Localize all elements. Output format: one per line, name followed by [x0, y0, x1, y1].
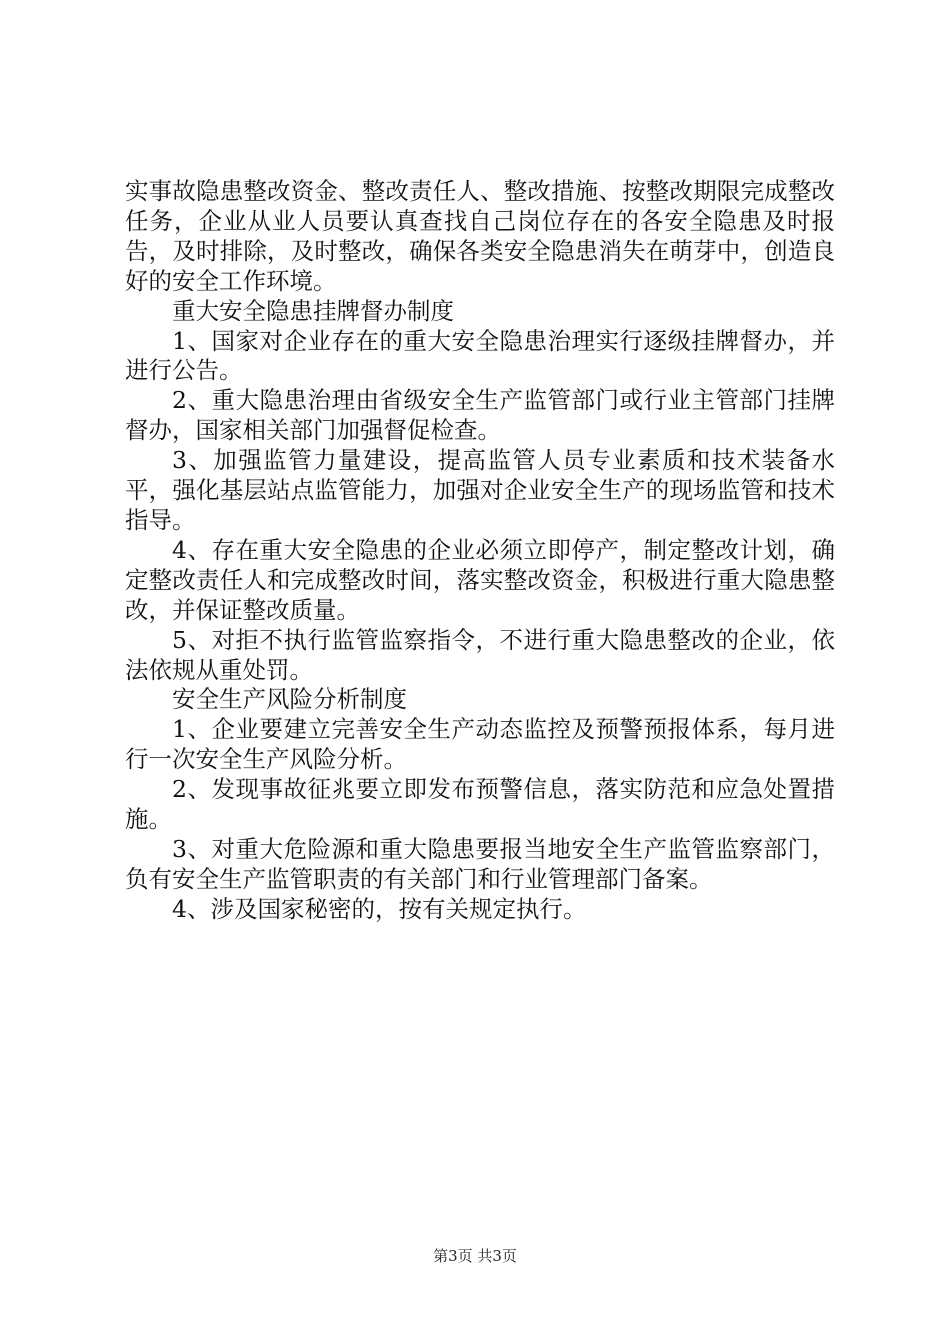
- document-body: [125, 177, 835, 925]
- paragraph-item: 1、国家对企业存在的重大安全隐患治理实行逐级挂牌督办，并进行公告。: [125, 326, 835, 385]
- paragraph-item: 4、存在重大安全隐患的企业必须立即停产，制定整改计划，确定整改责任人和完成整改时间，落实整改资金，积极进行重大隐患整改，并保证整改质量。: [125, 535, 835, 624]
- page-number-footer: 第3页 共3页: [433, 1247, 517, 1265]
- paragraph-item: 5、对拒不执行监管监察指令，不进行重大隐患整改的企业，依法依规从重处罚。: [125, 625, 835, 684]
- paragraph-item: 3、加强监管力量建设，提高监管人员专业素质和技术装备水平，强化基层站点监管能力，加强对企业安全生产的现场监管和技术指导。: [125, 446, 835, 534]
- paragraph-item: 1、企业要建立完善安全生产动态监控及预警预报体系，每月进行一次安全生产风险分析。: [125, 715, 835, 774]
- paragraph-1: 实事故隐患整改资金、整改责任人、整改措施、按整改期限完成整改任务，企业从业人员要认真查找自己岗位存在的各安全隐患及时报告，及时排除，及时整改，确保各类安全隐患消失在萌芽中，创造良好的安全工作环境。: [125, 177, 835, 295]
- paragraph-item: 3、对重大危险源和重大隐患要报当地安全生产监管监察部门，负有安全生产监管职责的有关部门和行业管理部门备案。: [125, 834, 835, 893]
- section-heading-major-hazard-supervision: 重大安全隐患挂牌督办制度: [172, 296, 454, 325]
- paragraph-item: 2、发现事故征兆要立即发布预警信息，落实防范和应急处置措施。: [125, 775, 835, 834]
- paragraph-item: 2、重大隐患治理由省级安全生产监管部门或行业主管部门挂牌督办，国家相关部门加强督促检查。: [125, 386, 835, 445]
- section-heading-risk-analysis: 安全生产风险分析制度: [172, 685, 407, 714]
- paragraph-item: 4、涉及国家秘密的，按有关规定执行。: [172, 894, 587, 923]
